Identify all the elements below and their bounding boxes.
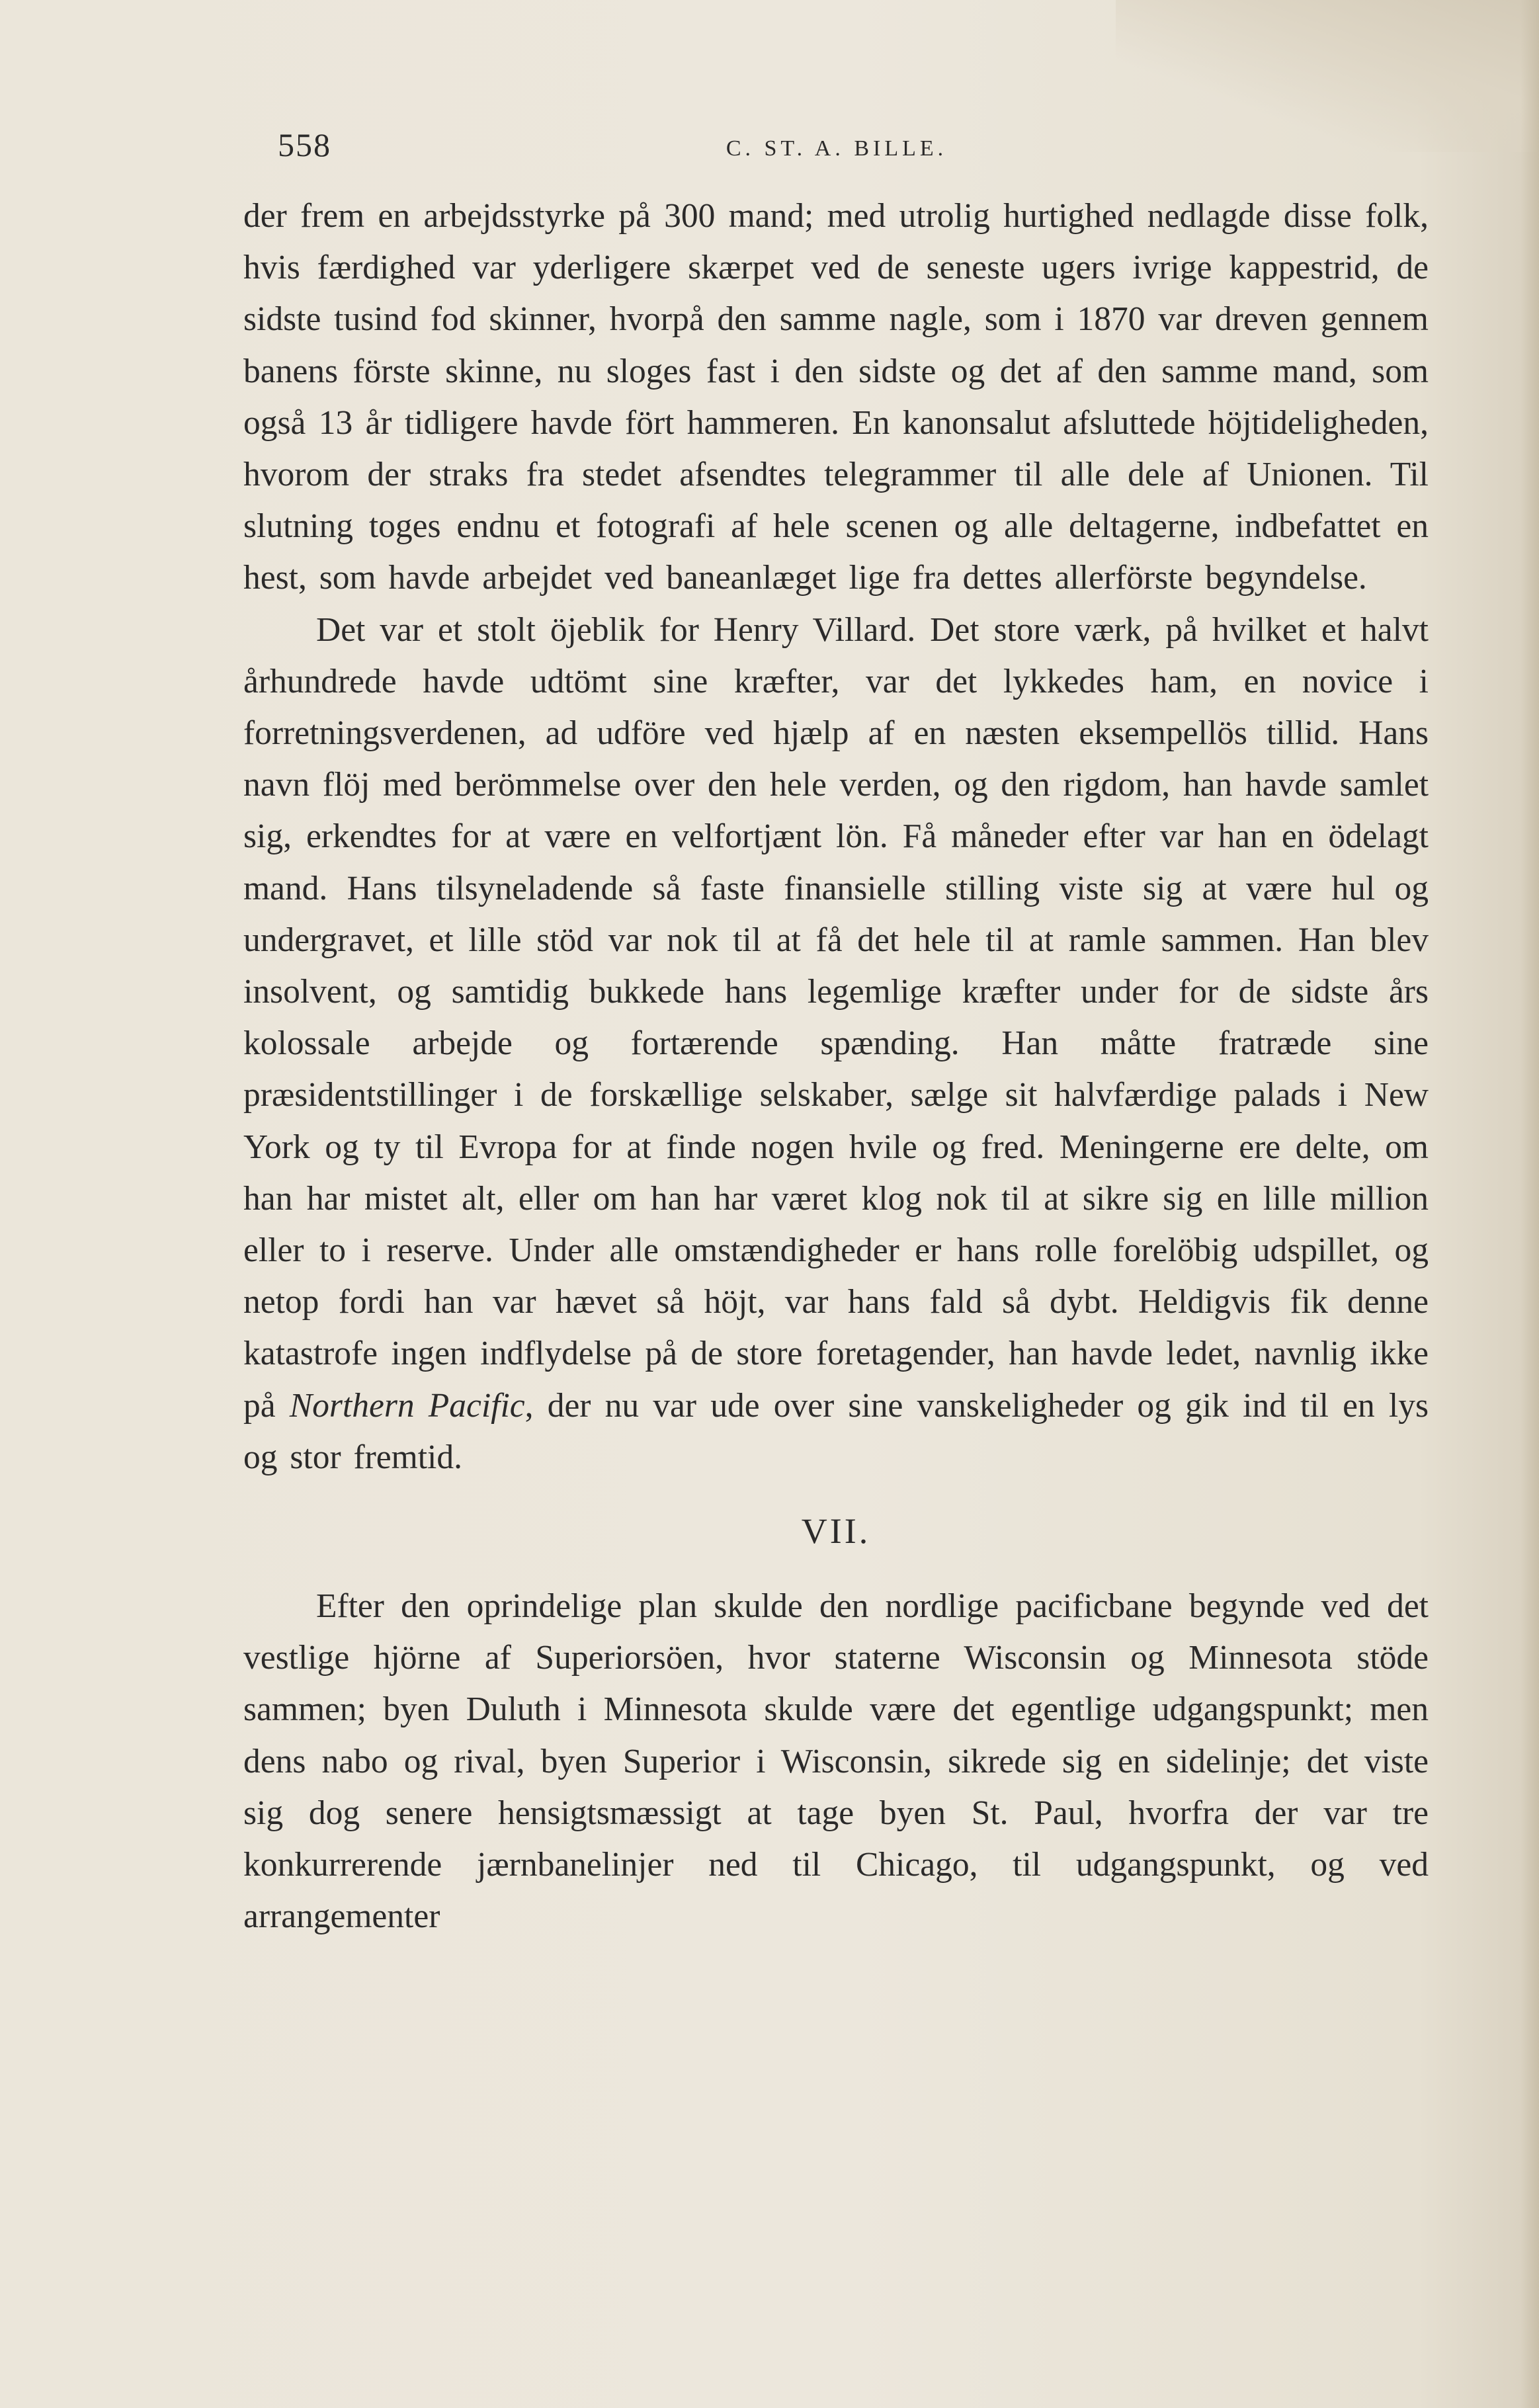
italic-term: Northern Pacific <box>289 1386 525 1425</box>
paragraph-text: , der nu var ude over sine vanskeligheder og gik ind til en lys og stor fremtid. <box>243 1386 1429 1476</box>
body-text <box>243 190 1429 1943</box>
section-heading: VII. <box>801 1511 871 1552</box>
page-number: 558 <box>278 126 331 163</box>
running-head: C. ST. A. BILLE. <box>726 136 948 161</box>
paragraph <box>243 604 1429 1483</box>
paragraph-text: Det var et stolt öjeblik for Henry Villard. Det store værk, på hvilket et halvt århundrede havde udtömt sine kræfter, var det lykkedes ham, en novice i forretningsverdenen, ad udföre ved hjælp af en næsten eksempellös tillid. Hans navn flöj med berömmelse over den hele verden, og den rigdom, han havde samlet sig, erkendtes for at være en velfortjænt lön. Få måneder efter var han en ödelagt mand. Hans tilsyneladende så faste finansielle stilling viste sig at være hul og undergravet, et lille stöd var nok til at få det hele til at ramle sammen. Han blev insolvent, og samtidig bukkede hans legemlige kræfter under for de sidste års kolossale arbejde og fortærende spænding. Han måtte fratræde sine præsidentstillinger i de forskællige selskaber, sælge sit halvfærdige palads i New York og ty til Evropa for at finde nogen hvile og fred. Meningerne ere delte, om han har mistet alt, eller om han har været klog nok til at sikre sig en lille million eller to i reserve. Under alle omstændigheder er hans rolle forelöbig udspillet, og netop fordi han var hævet så höjt, var hans fald så dybt. Heldigvis fik denne katastrofe ingen indflydelse på de store foretagender, han havde ledet, navnlig ikke på <box>243 610 1429 1425</box>
paragraph-continued <box>243 190 1429 604</box>
paragraph-text: Efter den oprindelige plan skulde den nordlige pacificbane begynde ved det vestlige hjörne af Superiorsöen, hvor staterne Wisconsin og Minnesota stöde sammen; byen Duluth i Minnesota skulde være det egentlige udgangspunkt; men dens nabo og rival, byen Superior i Wisconsin, sikrede sig en sidelinje; det viste sig dog senere hensigtsmæssigt at tage byen St. Paul, hvorfra der var tre konkurrerende jærnbanelinjer ned til Chicago, til udgangspunkt, og ved arrangementer <box>243 1587 1429 1936</box>
page-edge-shadow <box>1520 0 1539 2408</box>
page-header <box>245 126 1429 179</box>
paragraph <box>243 1581 1429 1942</box>
paragraph-text: der frem en arbejdsstyrke på 300 mand; med utrolig hurtighed nedlagde disse folk, hvis færdighed var yderligere skærpet ved de seneste ugers ivrige kappestrid, de sidste tusind fod skinner, hvorpå den samme nagle, som i 1870 var dreven gennem banens förste skinne, nu sloges fast i den sidste og det af den samme mand, som også 13 år tidligere havde fört hammeren. En kanonsalut afsluttede höjtideligheden, hvorom der straks fra stedet afsendtes telegrammer til alle dele af Unionen. Til slutning toges endnu et fotografi af hele scenen og alle deltagerne, indbefattet en hest, som havde arbejdet ved baneanlæget lige fra dettes allerförste begyndelse. <box>243 197 1429 597</box>
